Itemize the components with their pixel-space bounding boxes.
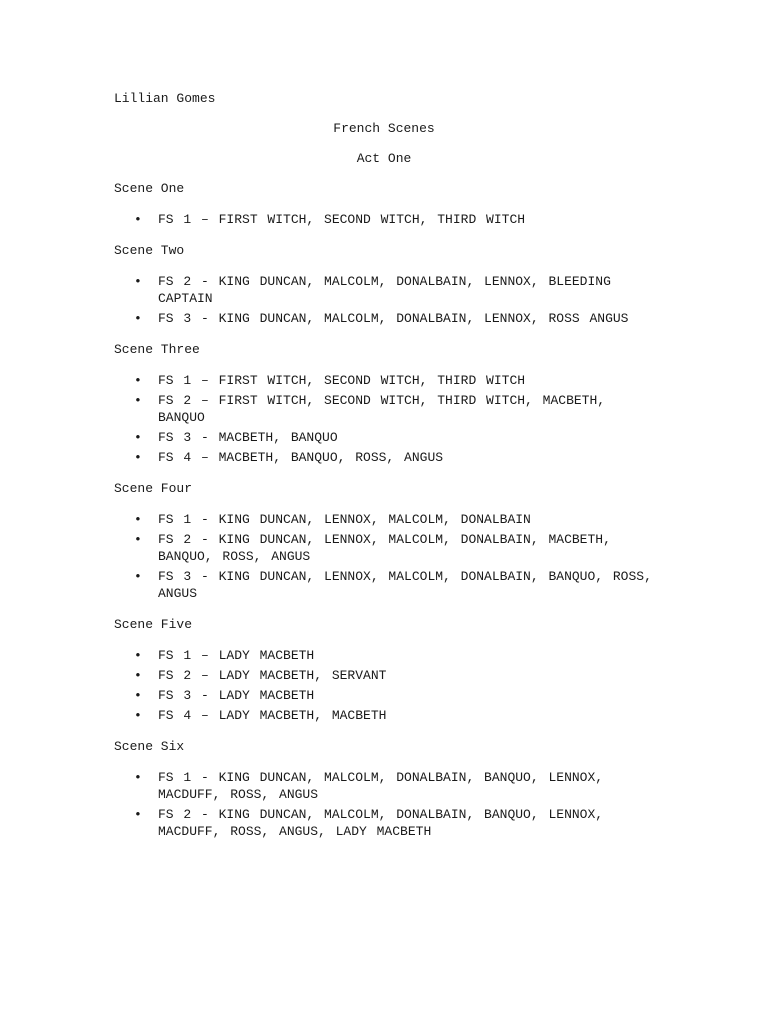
french-scene-entry: FS 1 - KING DUNCAN, LENNOX, MALCOLM, DONALBAIN — [158, 512, 531, 527]
list-item — [114, 511, 654, 528]
french-scene-entry: FS 4 – LADY MACBETH, MACBETH — [158, 708, 387, 723]
list-item — [114, 211, 654, 228]
scene-section — [114, 180, 654, 228]
bullet-icon: • — [134, 668, 142, 683]
list-item — [114, 667, 654, 684]
bullet-icon: • — [134, 212, 142, 227]
french-scene-entry: FS 2 – LADY MACBETH, SERVANT — [158, 668, 387, 683]
scene-heading: Scene Six — [114, 739, 185, 754]
french-scene-entry: FS 1 – FIRST WITCH, SECOND WITCH, THIRD WITCH — [158, 373, 526, 388]
scene-section — [114, 242, 654, 327]
french-scene-entry: FS 1 - KING DUNCAN, MALCOLM, DONALBAIN, BANQUO, LENNOX, MACDUFF, ROSS, ANGUS — [158, 770, 604, 802]
scene-heading: Scene Five — [114, 617, 193, 632]
scene-heading: Scene Two — [114, 243, 185, 258]
scene-list — [114, 180, 654, 854]
french-scene-list — [114, 511, 654, 602]
bullet-icon: • — [134, 373, 142, 388]
scene-section — [114, 616, 654, 724]
french-scene-entry: FS 2 – FIRST WITCH, SECOND WITCH, THIRD WITCH, MACBETH, BANQUO — [158, 393, 606, 425]
list-item — [114, 647, 654, 664]
list-item — [114, 687, 654, 704]
french-scene-list — [114, 211, 654, 228]
french-scene-entry: FS 3 - KING DUNCAN, LENNOX, MALCOLM, DONALBAIN, BANQUO, ROSS, ANGUS — [158, 569, 652, 601]
scene-heading: Scene Three — [114, 342, 200, 357]
french-scene-entry: FS 3 - KING DUNCAN, MALCOLM, DONALBAIN, LENNOX, ROSS ANGUS — [158, 311, 629, 326]
french-scene-entry: FS 1 – LADY MACBETH — [158, 648, 315, 663]
bullet-icon: • — [134, 569, 142, 584]
french-scene-entry: FS 2 - KING DUNCAN, MALCOLM, DONALBAIN, BANQUO, LENNOX, MACDUFF, ROSS, ANGUS, LADY MACBETH — [158, 807, 604, 839]
french-scene-list — [114, 273, 654, 327]
french-scene-list — [114, 647, 654, 724]
bullet-icon: • — [134, 648, 142, 663]
bullet-icon: • — [134, 512, 142, 527]
list-item — [114, 392, 654, 426]
scene-heading: Scene Four — [114, 481, 193, 496]
bullet-icon: • — [134, 274, 142, 289]
bullet-icon: • — [134, 708, 142, 723]
list-item — [114, 531, 654, 565]
scene-heading: Scene One — [114, 181, 185, 196]
list-item — [114, 372, 654, 389]
bullet-icon: • — [134, 311, 142, 326]
document-title: French Scenes — [333, 121, 435, 136]
french-scene-entry: FS 3 - LADY MACBETH — [158, 688, 315, 703]
list-item — [114, 806, 654, 840]
bullet-icon: • — [134, 688, 142, 703]
scene-section — [114, 480, 654, 602]
french-scene-list — [114, 372, 654, 466]
list-item — [114, 449, 654, 466]
french-scene-entry: FS 4 – MACBETH, BANQUO, ROSS, ANGUS — [158, 450, 444, 465]
bullet-icon: • — [134, 532, 142, 547]
list-item — [114, 273, 654, 307]
french-scene-entry: FS 2 - KING DUNCAN, LENNOX, MALCOLM, DONALBAIN, MACBETH, BANQUO, ROSS, ANGUS — [158, 532, 611, 564]
scene-section — [114, 738, 654, 840]
list-item — [114, 769, 654, 803]
french-scene-list — [114, 769, 654, 840]
list-item — [114, 568, 654, 602]
french-scene-entry: FS 1 – FIRST WITCH, SECOND WITCH, THIRD WITCH — [158, 212, 526, 227]
bullet-icon: • — [134, 450, 142, 465]
act-title: Act One — [356, 151, 412, 166]
bullet-icon: • — [134, 807, 142, 822]
bullet-icon: • — [134, 393, 142, 408]
list-item — [114, 310, 654, 327]
list-item — [114, 707, 654, 724]
french-scene-entry: FS 2 - KING DUNCAN, MALCOLM, DONALBAIN, LENNOX, BLEEDING CAPTAIN — [158, 274, 611, 306]
author-name: Lillian Gomes — [114, 91, 216, 106]
scene-section — [114, 341, 654, 466]
list-item — [114, 429, 654, 446]
bullet-icon: • — [134, 770, 142, 785]
bullet-icon: • — [134, 430, 142, 445]
french-scene-entry: FS 3 - MACBETH, BANQUO — [158, 430, 338, 445]
